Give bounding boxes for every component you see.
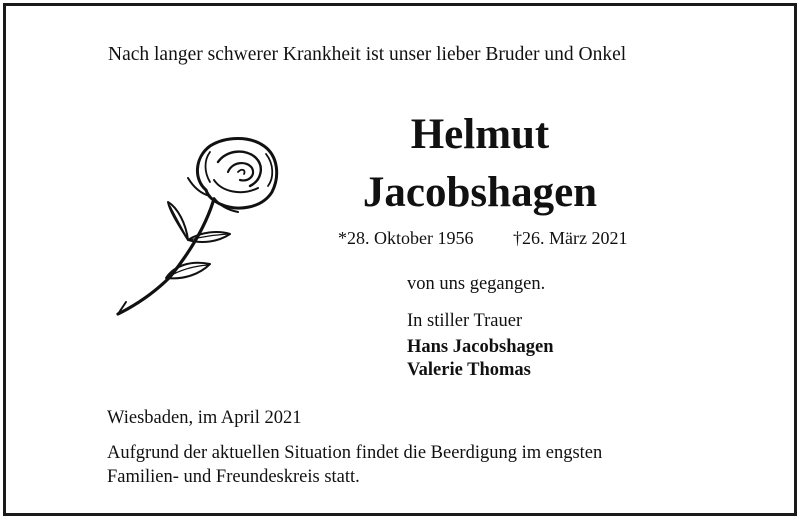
- death-date: †26. März 2021: [513, 228, 628, 248]
- intro-text: Nach langer schwerer Krankheit ist unser lieber Bruder und Onkel: [108, 44, 627, 65]
- mourner-name: Valerie Thomas: [407, 360, 531, 380]
- mourning-line: In stiller Trauer: [407, 311, 523, 331]
- mourner-name: Hans Jacobshagen: [407, 337, 554, 357]
- departed-text: von uns gegangen.: [407, 274, 546, 294]
- birth-date: *28. Oktober 1956: [338, 228, 474, 248]
- rose-icon: [110, 132, 285, 317]
- place-date: Wiesbaden, im April 2021: [107, 408, 302, 428]
- funeral-note-line-1: Aufgrund der aktuellen Situation findet die Beerdigung im engsten: [107, 443, 603, 463]
- first-name: Helmut: [410, 111, 550, 158]
- last-name: Jacobshagen: [362, 169, 598, 216]
- funeral-note-line-2: Familien- und Freundeskreis statt.: [107, 467, 360, 487]
